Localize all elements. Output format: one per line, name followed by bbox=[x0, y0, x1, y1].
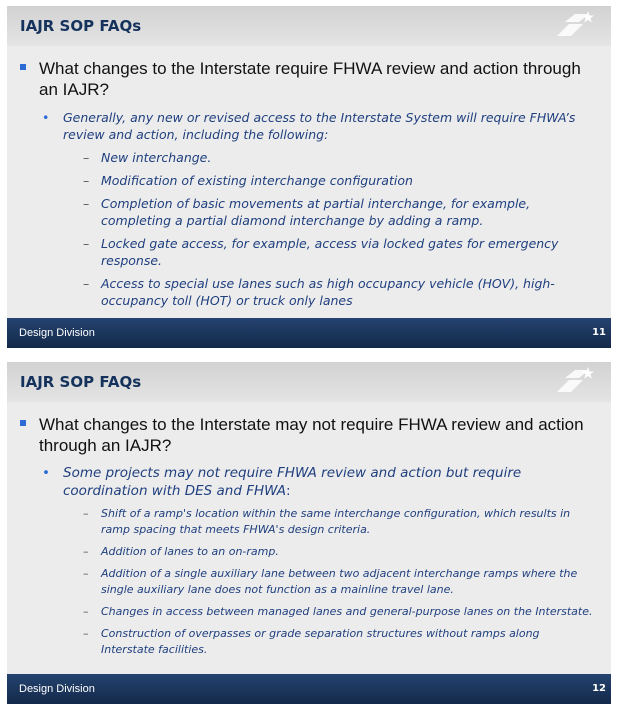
list-item: – Shift of a ramp's location within the same interchange configuration, which results in ramp spacing that meets FHWA's design criteria. bbox=[83, 507, 571, 536]
intro-text: Generally, any new or revised access to the Interstate System will require FHWA’s review and action, including the following: bbox=[63, 110, 576, 142]
txdot-star-logo-icon bbox=[553, 366, 597, 396]
sub-list bbox=[19, 506, 595, 658]
dash-bullet-icon: – bbox=[83, 545, 89, 558]
dash-bullet-icon: – bbox=[83, 276, 90, 291]
intro-bullet bbox=[19, 464, 595, 500]
list-item: – Access to special use lanes such as high occupancy vehicle (HOV), high-occupancy toll (HOT) or truck only lanes bbox=[83, 276, 555, 308]
page-number: 12 bbox=[592, 683, 606, 694]
dash-bullet-icon: – bbox=[83, 627, 89, 640]
slide-body bbox=[19, 58, 595, 315]
footer-text: Design Division bbox=[19, 683, 95, 695]
dash-bullet-icon: – bbox=[83, 236, 90, 251]
slide-title: IAJR SOP FAQs bbox=[20, 17, 142, 35]
intro-colon: : bbox=[286, 483, 291, 499]
slide-title: IAJR SOP FAQs bbox=[20, 373, 142, 391]
round-bullet-icon: • bbox=[42, 465, 50, 481]
title-bar bbox=[7, 362, 611, 402]
question-text: What changes to the Interstate may not require FHWA review and action through an IAJR? bbox=[39, 415, 584, 455]
slide-11 bbox=[7, 6, 611, 348]
page-number: 11 bbox=[592, 327, 606, 338]
list-item: – Addition of lanes to an on-ramp. bbox=[83, 545, 279, 558]
list-item: – Addition of a single auxiliary lane between two adjacent interchange ramps where the single auxiliary lane does not function as a mainline travel lane. bbox=[83, 567, 578, 596]
intro-text: Some projects may not require FHWA review and action but require coordination with DES and FHWA bbox=[63, 465, 522, 499]
dash-bullet-icon: – bbox=[83, 605, 89, 618]
footer-bar bbox=[7, 674, 611, 704]
sub-list bbox=[19, 149, 595, 309]
dash-bullet-icon: – bbox=[83, 196, 90, 211]
footer-text: Design Division bbox=[19, 327, 95, 339]
square-bullet-icon bbox=[20, 420, 26, 426]
slide-12 bbox=[7, 362, 611, 704]
list-item: – Locked gate access, for example, access via locked gates for emergency response. bbox=[83, 236, 559, 268]
dash-bullet-icon: – bbox=[83, 173, 90, 188]
intro-bullet bbox=[19, 109, 595, 143]
txdot-star-logo-icon bbox=[553, 10, 597, 40]
list-item: – Modification of existing interchange configuration bbox=[83, 173, 413, 188]
list-item: – Changes in access between managed lanes and general-purpose lanes on the Interstate. bbox=[83, 605, 593, 618]
question-bullet bbox=[19, 414, 595, 456]
list-item: – New interchange. bbox=[83, 150, 212, 165]
round-bullet-icon: • bbox=[42, 110, 50, 125]
dash-bullet-icon: – bbox=[83, 507, 89, 520]
dash-bullet-icon: – bbox=[83, 567, 89, 580]
list-item: – Construction of overpasses or grade separation structures without ramps along Interstate facilities. bbox=[83, 627, 540, 656]
square-bullet-icon bbox=[20, 64, 26, 70]
slide-body bbox=[19, 414, 595, 664]
title-bar bbox=[7, 6, 611, 46]
question-bullet bbox=[19, 58, 595, 100]
footer-bar bbox=[7, 318, 611, 348]
dash-bullet-icon: – bbox=[83, 150, 90, 165]
list-item: – Completion of basic movements at partial interchange, for example, completing a partial diamond interchange by adding a ramp. bbox=[83, 196, 531, 228]
question-text: What changes to the Interstate require FHWA review and action through an IAJR? bbox=[39, 59, 581, 99]
